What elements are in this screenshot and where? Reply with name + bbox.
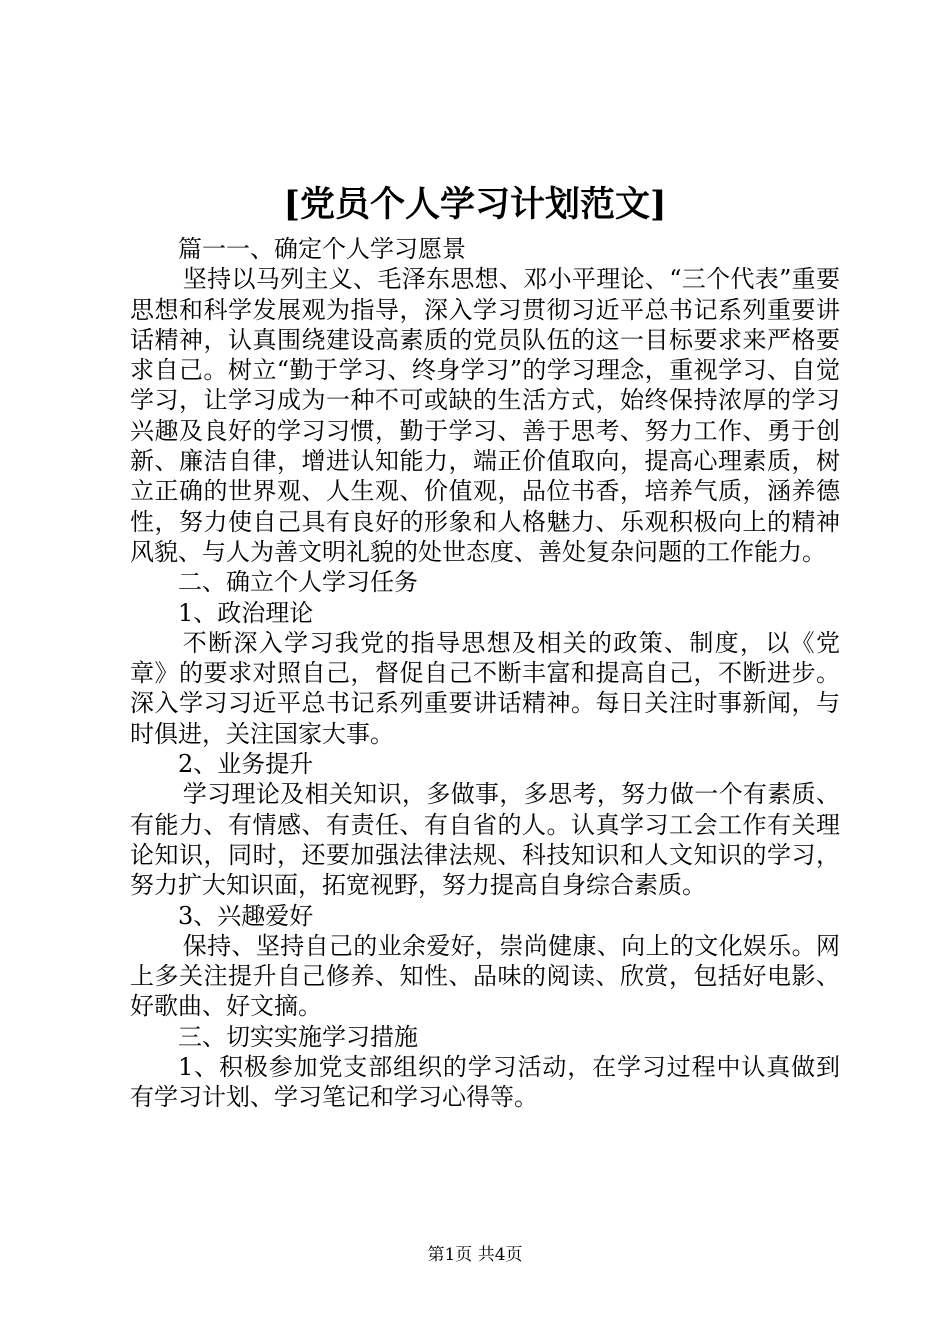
subsection-heading: 2、业务提升 — [178, 750, 314, 779]
list-item: 1、积极参加党支部组织的学习活动，在学习过程中认真做到有学习计划、学习笔记和学习心得等。 — [130, 1053, 840, 1112]
document-body — [130, 234, 840, 1113]
subsection-heading: 1、政治理论 — [178, 598, 314, 627]
body-paragraph: 学习理论及相关知识，多做事，多思考，努力做一个有素质、有能力、有情感、有责任、有自省的人。认真学习工会工作有关理论知识，同时，还要加强法律法规、科技知识和人文知识的学习，努力扩大知识面，拓宽视野，努力提高自身综合素质。 — [130, 780, 840, 900]
page-number-footer: 第1页 共4页 — [427, 1245, 523, 1265]
body-paragraph: 保持、坚持自己的业余爱好，崇尚健康、向上的文化娱乐。网上多关注提升自己修养、知性、品味的阅读、欣赏，包括好电影、好歌曲、好文摘。 — [130, 931, 840, 1021]
document-title: [党员个人学习计划范文] — [283, 184, 667, 225]
section-heading: 三、切实实施学习措施 — [178, 1022, 418, 1051]
section-heading: 二、确立个人学习任务 — [178, 568, 418, 597]
section-heading: 篇一一、确定个人学习愿景 — [178, 235, 466, 263]
subsection-heading: 3、兴趣爱好 — [178, 901, 314, 930]
body-paragraph: 坚持以马列主义、毛泽东思想、邓小平理论、“三个代表”重要思想和科学发展观为指导，深入学习贯彻习近平总书记系列重要讲话精神，认真围绕建设高素质的党员队伍的这一目标要求来严格要求自己。树立“勤于学习、终身学习”的学习理念，重视学习、自觉学习，让学习成为一种不可或缺的生活方式，始终保持浓厚的学习兴趣及良好的学习习惯，勤于学习、善于思考、努力工作、勇于创新、廉洁自律，增进认知能力，端正价值取向，提高心理素质，树立正确的世界观、人生观、价值观，品位书香，培养气质，涵养德性，努力使自己具有良好的形象和人格魅力、乐观积极向上的精神风貌、与人为善文明礼貌的处世态度、善处复杂问题的工作能力。 — [130, 265, 840, 566]
body-paragraph: 不断深入学习我党的指导思想及相关的政策、制度，以《党章》的要求对照自己，督促自己不断丰富和提高自己，不断进步。深入学习习近平总书记系列重要讲话精神。每日关注时事新闻，与时俱进，关注国家大事。 — [130, 628, 840, 748]
